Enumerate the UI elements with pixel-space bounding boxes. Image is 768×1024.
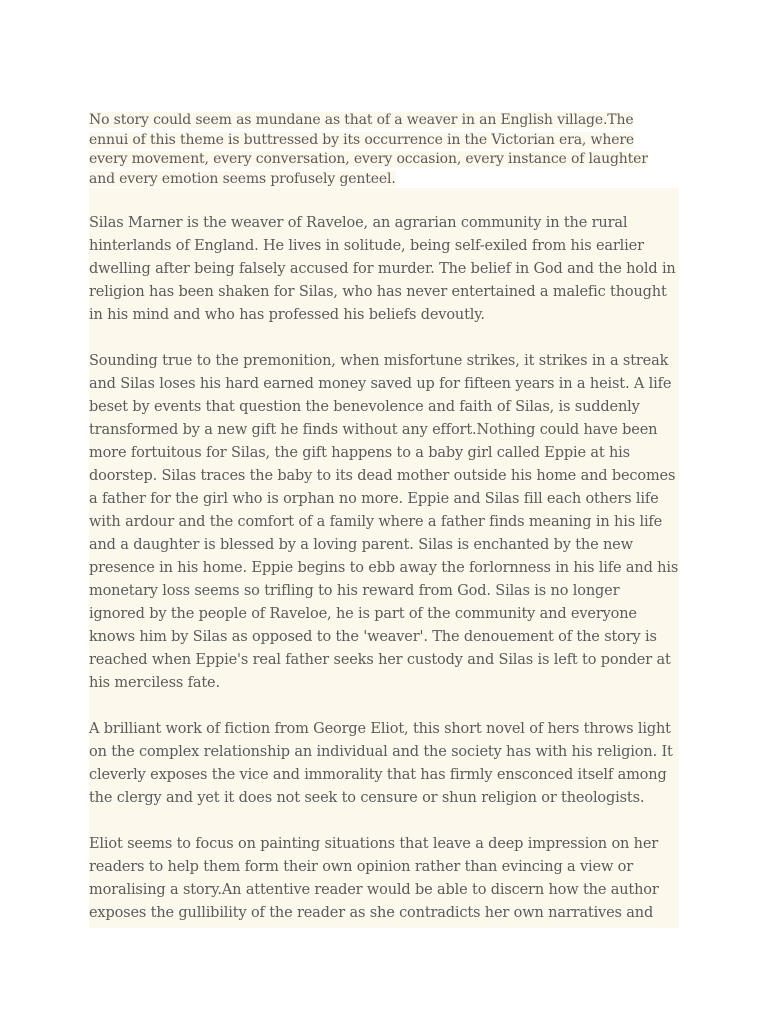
intro-line: every movement, every conversation, every occasion, every instance of laughter bbox=[89, 151, 648, 167]
intro-line: and every emotion seems profusely genteel. bbox=[89, 170, 396, 187]
paragraph-analysis: A brilliant work of fiction from George Eliot, this short novel of hers throws light on the complex relationship an individual and the society has with his religion. It cleverly exposes the vice and immorality that has firmly ensconced itself among the clergy and yet it does not seek to censure or shun religion or theologists. bbox=[89, 721, 673, 806]
intro-line: ennui of this theme is buttressed by its occurrence in the Victorian era, where bbox=[89, 131, 635, 148]
paragraph-plot: Sounding true to the premonition, when misfortune strikes, it strikes in a streak and Silas loses his hard earned money saved up for fifteen years in a heist. A life beset by events that question the benevolence and faith of Silas, is suddenly transformed by a new gift he finds without any effort.Nothing could have been more fortuitous for Silas, the gift happens to a baby girl called Eppie at his doorstep. Silas traces the baby to its dead mother outside his home and becomes a father for the girl who is orphan no more. Eppie and Silas fill each others life with ardour and the comfort of a family where a father finds meaning in his life and a daughter is blessed by a loving parent. Silas is enchanted by the new presence in his home. Eppie begins to ebb away the forlornness in his life and his monetary loss seems so trifling to his reward from God. Silas is no longer ignored by the people of Raveloe, he is part of the community and everyone knows him by Silas as opposed to the 'weaver'. The denouement of the story is reached when Eppie's real father seeks her custody and Silas is left to ponder at his merciless fate. bbox=[89, 353, 679, 691]
paragraph-eliot-style: Eliot seems to focus on painting situations that leave a deep impression on her readers to help them form their own opinion rather than evincing a view or moralising a story.An attentive reader would be able to discern how the author exposes the gullibility of the reader as she contradicts her own narratives and bbox=[89, 836, 659, 921]
intro-paragraph bbox=[89, 111, 679, 189]
paragraph-silas-intro: Silas Marner is the weaver of Raveloe, an agrarian community in the rural hinterlands of England. He lives in solitude, being self-exiled from his earlier dwelling after being falsely accused for murder. The belief in God and the hold in religion has been shaken for Silas, who has never entertained a malefic thought in his mind and who has professed his beliefs devoutly. bbox=[89, 215, 676, 323]
body-text bbox=[89, 212, 679, 948]
intro-line: No story could seem as mundane as that of a weaver in an English village.The bbox=[89, 112, 634, 128]
